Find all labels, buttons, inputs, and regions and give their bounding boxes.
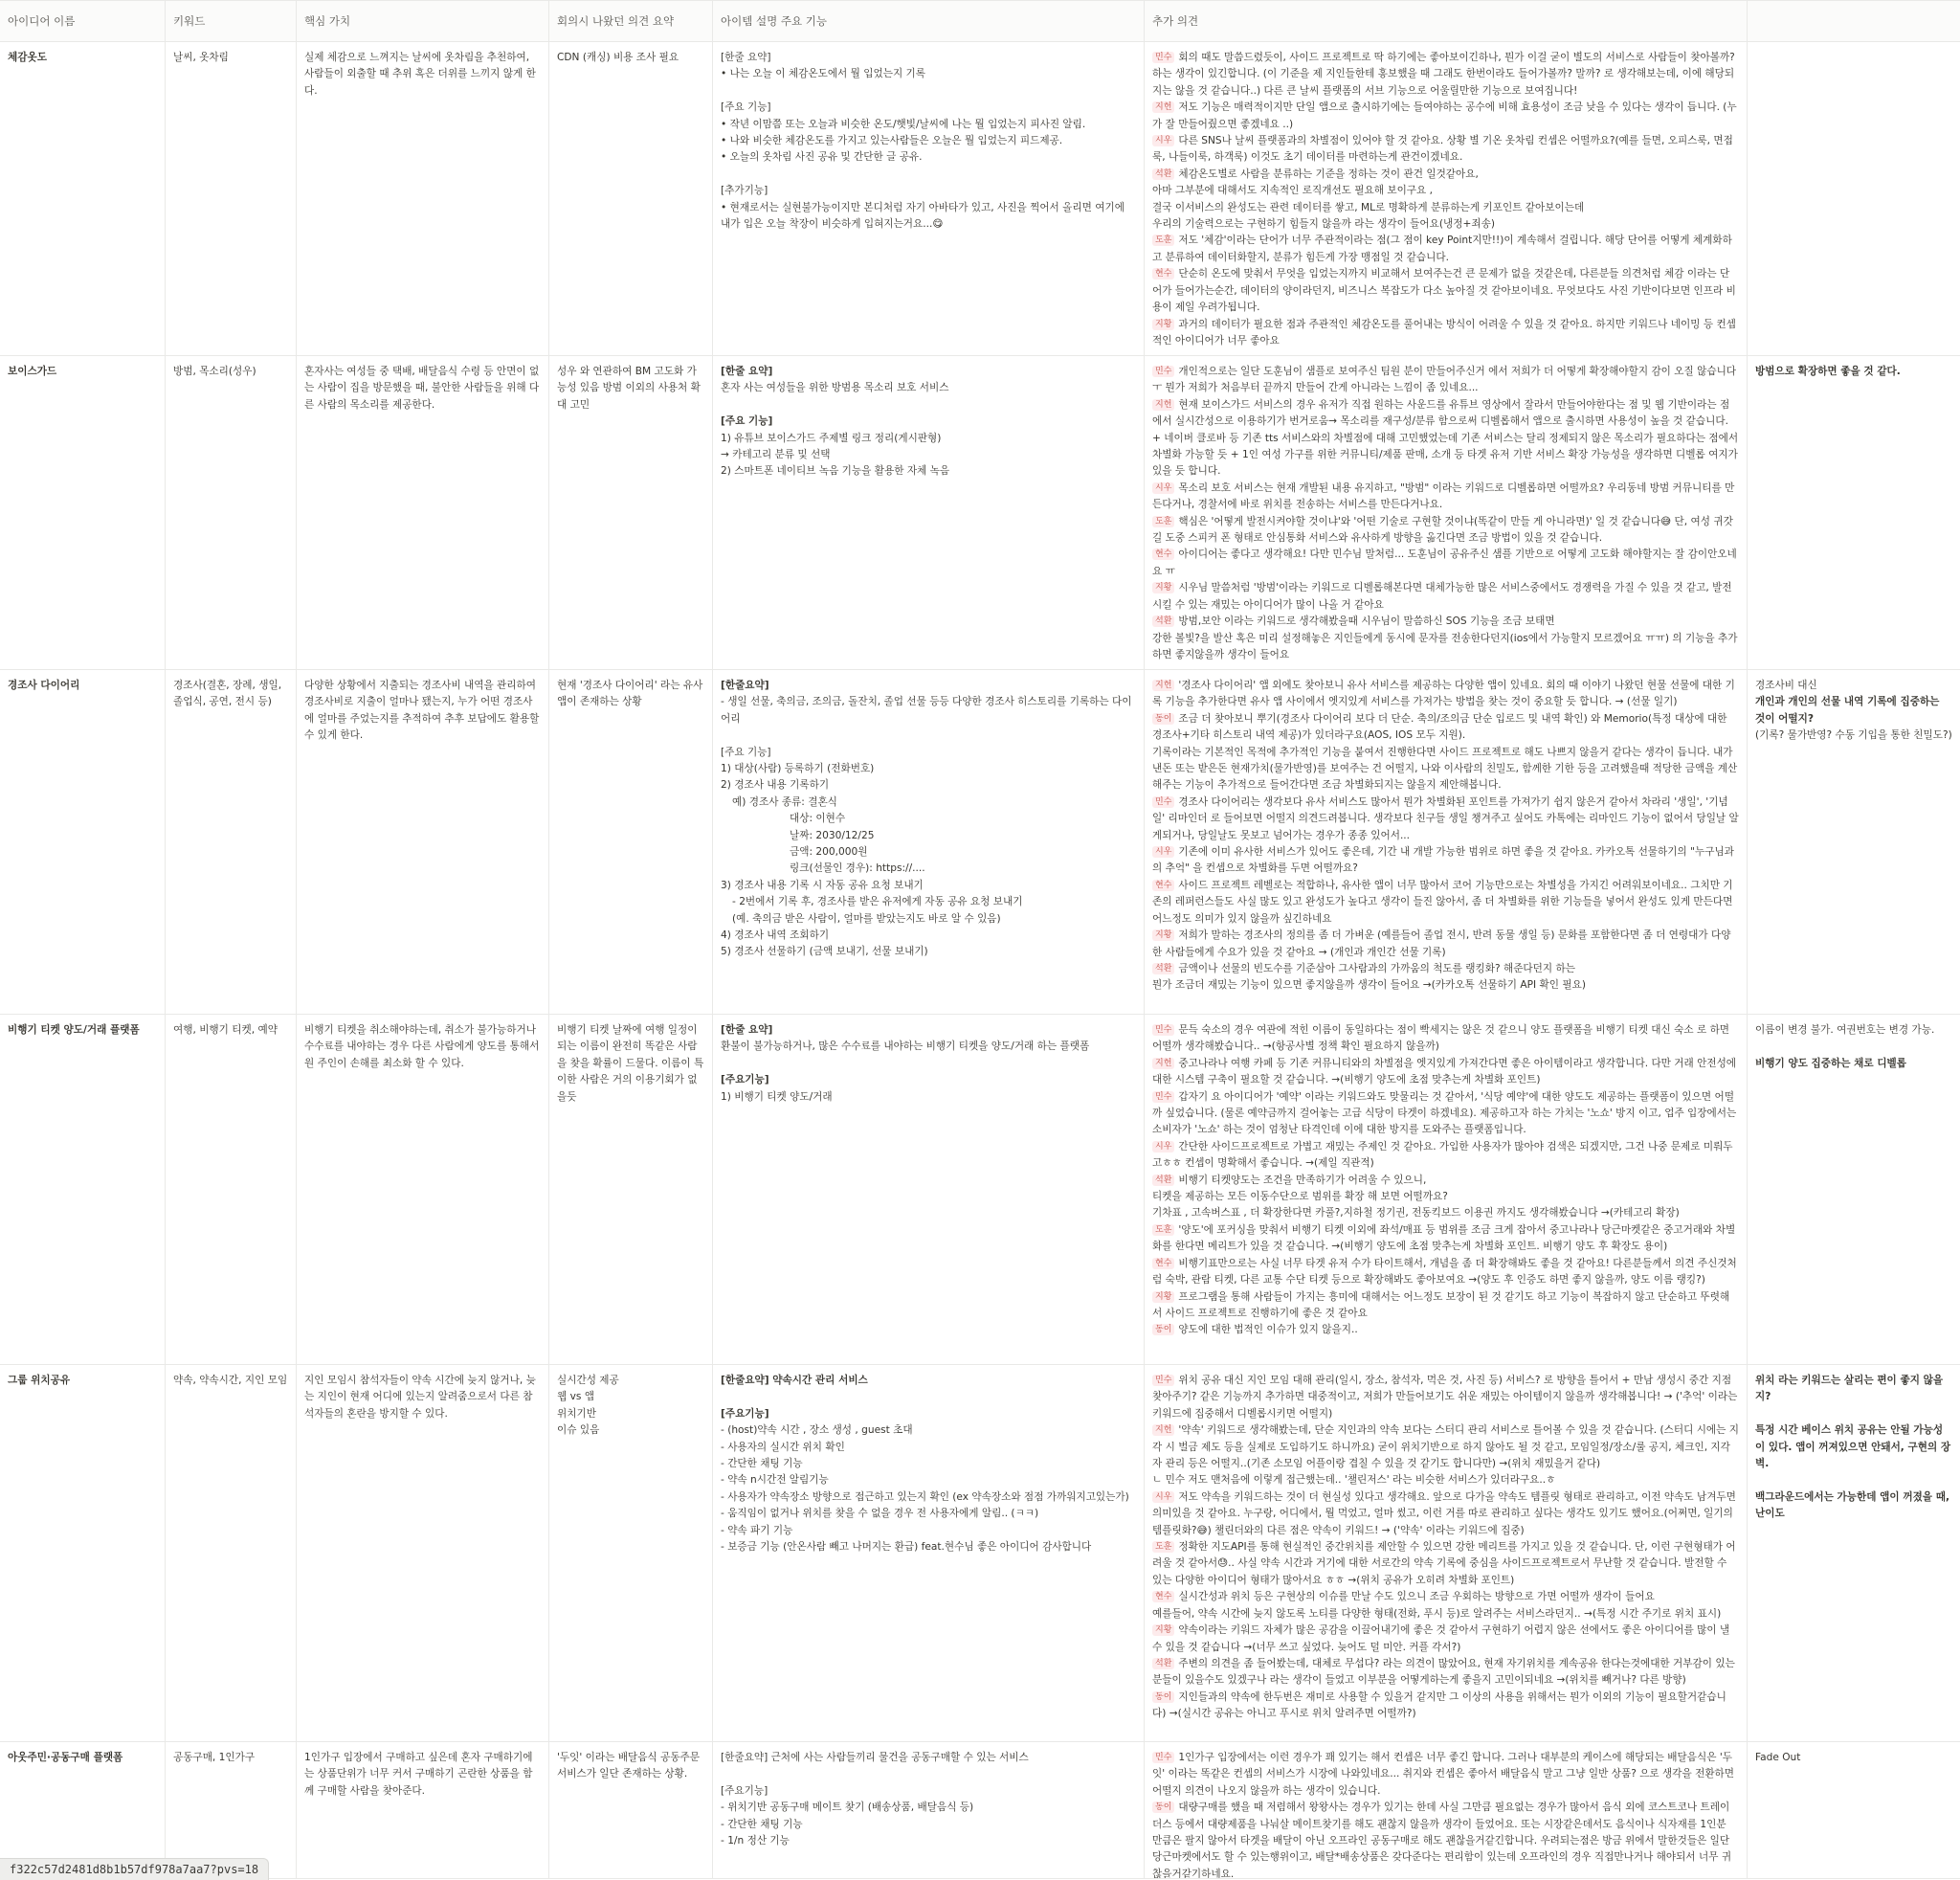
comment-text: 예를들어, 약속 시간에 늦지 않도록 노티를 다양한 형태(전화, 푸시 등)로 알려주는 서비스라던지.. →(특정 시간 주기로 위치 표시) xyxy=(1152,1607,1722,1620)
commenter-mention[interactable]: 동이 xyxy=(1152,1802,1174,1813)
feature-line: - 사용자가 약속장소 방향으로 접근하고 있는지 확인 (ex 약속장소와 점점 가까워지고있는가) xyxy=(721,1490,1129,1503)
status-url-bar: f322c57d2481d8b1b57df978a7aa7?pvs=18 xyxy=(0,1858,269,1880)
core-value-text: 지인 모임시 참석자들이 약속 시간에 늦지 않거나, 늦는 지인이 현재 어디에 있는지 알려줌으로서 다른 참석자들의 혼란을 방지할 수 있다. xyxy=(304,1375,536,1420)
idea-name: 비행기 티켓 양도/거래 플랫폼 xyxy=(8,1024,140,1036)
comment-text: 약속이라는 키워드 자체가 많은 공감을 이끌어내기에 좋은 것 같아서 구현하기 어렵지 않은 선에서도 좋은 아이디어를 많이 낼 수 있을 것 같습니다 →(너무 쓰고 싶었다. 늦어도 덜 미안. 커플 각서?) xyxy=(1152,1624,1730,1653)
feature-line: - 생일 선물, 축의금, 조의금, 돌잔치, 졸업 선물 등등 다양한 경조사 히스토리를 기록하는 다이어리 xyxy=(721,696,1132,725)
comment-text: 중고나라나 여행 카페 등 기존 커뮤니티와의 차별점을 엣지있게 가져간다면 좋은 아이템이라고 생각합니다. 다만 거래 안전성에 대한 시스템 구축이 필요할 것 같습니다. →(비행기 양도에 초점 맞추는게 차별화 포인트) xyxy=(1152,1057,1737,1086)
comment-text: 아마 그부분에 대해서도 지속적인 로직개선도 필요해 보이구요 , xyxy=(1152,185,1434,197)
summary-text: 실시간성 제공 xyxy=(557,1375,619,1386)
comment-line xyxy=(1152,1373,1739,1422)
comment-line xyxy=(1152,1189,1739,1205)
keyword-cell[interactable] xyxy=(166,356,297,669)
comment-line xyxy=(1152,216,1739,233)
extra-cell[interactable] xyxy=(1748,1365,1960,1741)
extra-text: 방범으로 확장하면 좋을 것 같다. xyxy=(1755,366,1901,377)
feature-line: - 위치기반 공동구매 메이트 찾기 (배송상품, 배달음식 등) xyxy=(721,1802,974,1814)
extra-text xyxy=(1755,1406,1952,1422)
meeting-summary-cell[interactable] xyxy=(549,1015,713,1364)
feature-line xyxy=(721,397,1136,414)
commenter-mention[interactable]: 도훈 xyxy=(1152,1224,1174,1236)
commenter-mention[interactable]: 지황 xyxy=(1152,319,1174,330)
commenter-mention[interactable]: 지헌 xyxy=(1152,1058,1174,1069)
feature-line xyxy=(721,167,1136,183)
commenter-mention[interactable]: 현수 xyxy=(1152,1258,1174,1269)
comment-text: 목소리 보호 서비스는 현재 개발된 내용 유지하고, "방범" 이라는 키워드로 디벨롭하면 어떨까요? 우리동네 방범 커뮤니티를 만든다거나, 경찰서에 바로 위치를 전송하는 서비스를 만든다거나요. xyxy=(1152,481,1735,511)
commenter-mention[interactable]: 석환 xyxy=(1152,1175,1174,1186)
feature-line: 1) 유튜브 보이스가드 주제별 링크 정리(게시판형) xyxy=(721,432,942,444)
feature-line: [주요 기능] xyxy=(721,415,773,428)
idea-name-cell[interactable] xyxy=(0,1365,166,1741)
table-row[interactable] xyxy=(0,1742,1960,1879)
feature-line: [주요기능] xyxy=(721,1784,768,1797)
comment-text: 아이디어는 좋다고 생각해요! 다만 민수님 말처럼... 도훈님이 공유주신 샘플 기반으로 어떻게 고도화 해야할지는 잘 감이안오네요 ㅠ xyxy=(1152,548,1737,577)
core-value-text: 비행기 티켓을 취소해야하는데, 취소가 불가능하거나 수수료를 내야하는 경우 다른 사람에게 양도를 통해서 원 주인이 손해를 최소화 할 수 있다. xyxy=(304,1024,540,1069)
comment-line xyxy=(1152,1472,1739,1488)
comments-cell[interactable] xyxy=(1145,1015,1748,1364)
comments-cell[interactable] xyxy=(1145,42,1748,355)
extra-cell[interactable] xyxy=(1748,1015,1960,1364)
table-header-row xyxy=(0,0,1960,42)
feature-line xyxy=(721,1766,1136,1782)
commenter-mention[interactable]: 시우 xyxy=(1152,482,1174,494)
commenter-mention[interactable]: 지황 xyxy=(1152,582,1174,593)
extra-text: 이름이 변경 불가. 여권번호는 변경 가능. xyxy=(1755,1024,1935,1036)
commenter-mention[interactable]: 민수 xyxy=(1152,1752,1174,1763)
features-cell[interactable] xyxy=(713,356,1145,669)
feature-line: [한줄요약] 근처에 사는 사람들끼리 물건을 공동구매할 수 있는 서비스 xyxy=(721,1752,1029,1763)
extra-text: Fade Out xyxy=(1755,1752,1801,1763)
comment-text: 사이드 프로젝트 레벨로는 적합하나, 유사한 앱이 너무 많아서 코어 기능만으로는 차별성을 가지긴 어려워보이네요.. 그치만 기존의 레퍼런스들도 사실 많도 있고 완성도가 높다고 생각이 들진 않아서, 좀 더 차별화를 위한 기능들을 넣어서 완성도 있게 만든다면 어느정도 의미가 있지 않을까 싶긴하네요 xyxy=(1152,879,1733,925)
commenter-mention[interactable]: 동이 xyxy=(1152,1324,1174,1335)
feature-line: 1) 비행기 티켓 양도/거래 xyxy=(721,1090,833,1103)
comment-text: 조금 더 찾아보니 뿌기(경조사 다이어리 보다 더 단순. 축의/조의금 단순 입로드 및 내역 확인) 와 Memorio(특정 대상에 대한 경조사+기타 히스토리 내역 제공)가 있더라구요(AOS, IOS 모두 지원). xyxy=(1152,712,1727,742)
summary-text: 이슈 있음 xyxy=(557,1424,600,1437)
commenter-mention[interactable]: 지황 xyxy=(1152,1624,1174,1636)
feature-line: [한줄 요약] xyxy=(721,52,771,63)
comments-cell[interactable] xyxy=(1145,1365,1748,1741)
feature-line: • 작년 이맘쯤 또는 오늘과 비슷한 온도/햇빛/날씨에 나는 뭘 입었는지 피사진 알림. xyxy=(721,118,1086,130)
features-cell[interactable] xyxy=(713,1365,1145,1741)
commenter-mention[interactable]: 현수 xyxy=(1152,268,1174,280)
comment-line xyxy=(1152,711,1739,745)
commenter-mention[interactable]: 지황 xyxy=(1152,1291,1174,1303)
comment-text: ㄴ 민수 저도 맨처음에 이렇게 접근했는데.. '챌린저스' 라는 비슷한 서비스가 있더라구요..ㅎ xyxy=(1152,1474,1556,1487)
keyword-text: 약속, 약속시간, 지인 모임 xyxy=(173,1375,288,1386)
feature-line: - 보증금 기능 (안온사람 빼고 나머지는 환급) feat.현수님 좋은 아이디어 감사합니다 xyxy=(721,1541,1092,1554)
feature-line: 2) 경조사 내용 기록하기 xyxy=(721,779,830,792)
comment-text: 결국 이서비스의 완성도는 관련 데이터를 쌓고, ML로 명확하게 분류하는게 키포인트 같아보이는데 xyxy=(1152,201,1585,213)
commenter-mention[interactable]: 시우 xyxy=(1152,846,1174,858)
feature-line: (예. 축의금 받은 사람이, 얼마를 받았는지도 바로 알 수 있음) xyxy=(732,912,1001,925)
feature-line: - 1/n 정산 기능 xyxy=(721,1835,790,1847)
table-row[interactable] xyxy=(0,670,1960,1015)
extra-text: 비행기 양도 집중하는 채로 디벨롭 xyxy=(1755,1057,1907,1069)
extra-text: 특정 시간 베이스 위치 공유는 안될 가능성이 있다. 앱이 꺼져있으면 안돼서, 구현의 장벽. xyxy=(1755,1424,1951,1470)
comment-line xyxy=(1152,1022,1739,1056)
comment-line xyxy=(1152,745,1739,795)
commenter-mention[interactable]: 지헌 xyxy=(1152,101,1174,113)
feature-line xyxy=(721,727,1136,744)
extra-text: (기록? 물가반영? 수동 기입을 통한 친밀도?) xyxy=(1755,729,1952,742)
feature-line: [한줄 요약] xyxy=(721,366,773,377)
comment-text: 저도 기능은 매력적이지만 단일 앱으로 출시하기에는 들여야하는 공수에 비해 효용성이 조금 낮을 수 있다는 생각이 듭니다. (누가 잘 만들어줬으면 좋겠네요 ..) xyxy=(1152,101,1737,130)
comment-text: 다른 SNS나 날씨 플랫폼과의 차별점이 있어야 할 것 같아요. 상황 별 기온 옷차림 컨셉은 어떨까요?(예를 들면, 오피스룩, 면접룩, 나들이룩, 하객룩) 이것도 초기 데이터를 마련하는게 관건이겠네요. xyxy=(1152,135,1733,164)
feature-line xyxy=(721,83,1136,100)
feature-line: [주요기능] xyxy=(721,1074,769,1086)
comment-text: 대량구매를 했을 때 저렴해서 왕왕사는 경우가 있기는 한데 사실 그만큼 필요없는 경우가 많아서 음식 외에 코스트코나 트레이더스 등에서 대량제품을 나눠살 메이트찾기를 해도 괜찮지 않을까 생각이 들었어요. 또는 시장같은데서도 음식이나 식자재를 1인분 만큼은 팔지 않아서 타겟을 배달이 아닌 오프라인 공동구매로 해도 괜찮을거같긴합니다. 우려되는점은 방금 위에서 말한것들은 일단 당근마켓에서도 할 수 있는행위이고, 배달*배송상품은 갖다준다는 편리함이 있는데 오프라인의 경우 직접만나거나 해야되서 너무 귀찮을거같기하네요. xyxy=(1152,1802,1732,1878)
feature-line: 대상: 이현수 xyxy=(790,813,846,825)
idea-name: 아웃주민·공동구매 플랫폼 xyxy=(8,1752,123,1763)
comment-text: 간단한 사이드프로젝트로 가볍고 재밌는 주제인 것 같아요. 가입한 사용자가 많아야 검색은 되겠지만, 그건 나중 문제로 미뤄두고ㅎㅎ 컨셉이 명확해서 좋습니다. →(제일 직관적) xyxy=(1152,1140,1733,1170)
comment-text: 개인적으로는 일단 도훈님이 샘플로 보여주신 팀원 분이 만들어주신거 에서 저희가 더 어떻게 확장해야할지 감이 오질 않습니다 ㅜ 뭔가 저희가 처음부터 끝까지 만들어 간게 아니라는 느낌이 좀 있네요... xyxy=(1152,366,1737,394)
feature-line: → 카테고리 분류 및 선택 xyxy=(721,449,831,461)
summary-text: 비행기 티켓 날짜에 여행 일정이 되는 이름이 완전히 똑같은 사람을 찾을 확률이 드물다. 이름이 특이한 사람은 거의 이용기회가 없을듯 xyxy=(557,1024,704,1103)
comments-cell[interactable] xyxy=(1145,670,1748,1014)
feature-line: [한줄 요약] xyxy=(721,1024,773,1036)
keyword-text: 경조사(결혼, 장례, 생일, 졸업식, 공연, 전시 등) xyxy=(173,680,282,708)
comment-line xyxy=(1152,961,1739,977)
column-header-meeting-summary[interactable]: 회의시 나왔던 의견 요약 xyxy=(549,1,713,41)
extra-text: 난이도 xyxy=(1755,1508,1785,1520)
core-value-cell[interactable] xyxy=(297,1015,549,1364)
feature-line: [추가기능] xyxy=(721,185,768,197)
comment-line xyxy=(1152,200,1739,216)
feature-line: 날짜: 2030/12/25 xyxy=(790,829,875,841)
comment-line xyxy=(1152,100,1739,133)
summary-text: '두잇' 이라는 배달음식 공동주문 서비스가 일단 존재하는 상황. xyxy=(557,1752,700,1780)
commenter-mention[interactable]: 석환 xyxy=(1152,963,1174,974)
feature-line: • 오늘의 옷차림 사진 공유 및 간단한 글 공유. xyxy=(721,151,923,164)
commenter-mention[interactable]: 시우 xyxy=(1152,1141,1174,1153)
core-value-cell[interactable] xyxy=(297,42,549,355)
commenter-mention[interactable]: 동이 xyxy=(1152,713,1174,725)
feature-line: 3) 경조사 내용 기록 시 자동 공유 요청 보내기 xyxy=(721,879,924,891)
keyword-text: 방범, 목소리(성우) xyxy=(173,366,256,377)
comment-text: 문득 숙소의 경우 여관에 적힌 이름이 동일하다는 점이 빡세지는 않은 것 같으니 양도 플랫폼을 비행기 티켓 대신 숙소 로 하면 어떨까 생각해봤습니다.. →(항공사별 정책 확인 필요하지 않을까) xyxy=(1152,1024,1730,1053)
comment-text: 저도 약속을 키워드하는 것이 더 현실성 있다고 생각해요. 앞으로 다가올 약속도 템플릿 형태로 관리하고, 이전 약속도 남겨두면 의미있을 것 같아요. 누구랑, 어디에서, 뭘 먹었고, 얼마 썼고, 이런 거를 따로 관리하고 싶다는 생각도 있기도 했어요.(어쩌면, 일기의 템플릿화?😅) 챌린더와의 다른 점은 약속이 키워드! → ('약속' 이라는 키워드에 집중) xyxy=(1152,1490,1736,1536)
comment-line xyxy=(1152,167,1739,183)
idea-name: 체감옷도 xyxy=(8,52,47,63)
extra-cell[interactable] xyxy=(1748,670,1960,1014)
comment-line xyxy=(1152,631,1739,664)
comment-line xyxy=(1152,1539,1739,1589)
comment-text: 경조사 다이어리는 생각보다 유사 서비스도 많아서 뭔가 차별화된 포인트를 가져가기 쉽지 않은거 같아서 차라리 '생일', '기념일' 리마인더 로 들어보면 어떨지 의견드려봅니다. 생각보다 친구들 생일 챙겨주고 싶어도 카톡에는 리마인드 기능이 없어서 당일날 알게되거나, 당일날도 못보고 넘어가는 경우가 종종 있어서... xyxy=(1152,795,1739,841)
feature-line: [한줄요약] 약속시간 관리 서비스 xyxy=(721,1375,868,1386)
comment-line xyxy=(1152,133,1739,167)
keyword-cell[interactable] xyxy=(166,670,297,1014)
comment-text: 실시간성과 위치 등은 구현상의 이슈를 만날 수도 있으니 조금 우회하는 방향으로 가면 어떨까 생각이 들어요 xyxy=(1178,1591,1655,1603)
comment-text: '경조사 다이어리' 앱 외에도 찾아보니 유사 서비스를 제공하는 다양한 앱이 있네요. 회의 때 이야기 나왔던 현물 선물에 대한 기록 기능을 추가한다면 유사 앱 사이에서 엣지있게 서비스를 가져가는 방법을 찾는 것이 중요할 듯 합니다. → (선물 일기) xyxy=(1152,680,1735,708)
summary-text: 위치기반 xyxy=(557,1407,596,1420)
commenter-mention[interactable]: 석환 xyxy=(1152,1658,1174,1669)
comment-text: 금액이나 선물의 빈도수를 기준삼아 그사람과의 가까움의 척도를 랭킹화? 해준다던지 하는 xyxy=(1178,962,1575,974)
summary-text: 현재 '경조사 다이어리' 라는 유사 앱이 존재하는 상황 xyxy=(557,680,703,708)
summary-text: CDN (캐싱) 비용 조사 필요 xyxy=(557,52,679,63)
extra-text: 개인과 개인의 선물 내역 기록에 집중하는 것이 어떨지? xyxy=(1755,696,1940,725)
extra-text: 위치 라는 키워드는 살리는 편이 좋지 않을지? xyxy=(1755,1375,1944,1403)
idea-name-cell[interactable] xyxy=(0,42,166,355)
core-value-cell[interactable] xyxy=(297,1365,549,1741)
idea-name: 경조사 다이어리 xyxy=(8,680,80,691)
comment-line xyxy=(1152,50,1739,100)
comment-line xyxy=(1152,1139,1739,1173)
comment-line xyxy=(1152,1489,1739,1539)
comment-text: 주변의 의견을 좀 들어봤는데, 대체로 무섭다? 라는 의견이 많았어요, 현재 자기위치를 계속공유 한다는것에대한 거부감이 있는분들이 있을수도 있겠구나 라는 생각이 들었고 이부분을 어떻게하는게 좋을지 고민이되네요 →(위치를 빼거나? 다른 방향) xyxy=(1152,1657,1735,1687)
table-row[interactable] xyxy=(0,42,1960,356)
column-header-extra[interactable] xyxy=(1748,1,1960,41)
commenter-mention[interactable]: 시우 xyxy=(1152,135,1174,146)
column-header-core-value[interactable]: 핵심 가치 xyxy=(297,1,549,41)
feature-line: - 사용자의 실시간 위치 확인 xyxy=(721,1441,845,1453)
core-value-text: 다양한 상황에서 지출되는 경조사비 내역을 관리하여 경조사비로 지출이 얼마나 됐는지, 누가 어떤 경조사에 얼마를 주었는지를 추적하여 추후 보답에도 활용할 수 있게 한다. xyxy=(304,680,540,742)
feature-line: [한줄요약] xyxy=(721,680,769,691)
comment-text: 지인들과의 약속에 한두번은 재미로 사용할 수 있을거 같지만 그 이상의 사용을 위해서는 뭔가 이외의 기능이 필요할거같습니다) →(실시간 공유는 아니고 푸시로 위치 알려주면 어떨까?) xyxy=(1152,1690,1726,1720)
idea-name-cell[interactable] xyxy=(0,1015,166,1364)
comment-line xyxy=(1152,547,1739,580)
comment-text: 기존에 이미 유사한 서비스가 있어도 좋은데, 기간 내 개발 가능한 범위로 하면 좋을 것 같아요. 카카오톡 선물하기의 "누구님과의 추억" 을 컨셉으로 차별화를 두면 어떨까요? xyxy=(1152,846,1734,875)
commenter-mention[interactable]: 도훈 xyxy=(1152,516,1174,527)
feature-line: - 약속 파기 기능 xyxy=(721,1524,793,1536)
core-value-text: 1인가구 입장에서 구매하고 싶은데 혼자 구매하기에는 상품단위가 너무 커서 구매하기 곤란한 상품을 함께 구매할 사람을 찾아준다. xyxy=(304,1752,533,1797)
comment-text: 기차표 , 고속버스표 , 더 확장한다면 카풀?,지하철 정기권, 전동킥보드 이용권 까지도 생각해봤습니다 →(카테고리 확장) xyxy=(1152,1207,1680,1220)
comment-line xyxy=(1152,614,1739,630)
commenter-mention[interactable]: 민수 xyxy=(1152,1091,1174,1103)
comment-line xyxy=(1152,514,1739,548)
commenter-mention[interactable]: 지헌 xyxy=(1152,680,1174,691)
feature-line: 5) 경조사 선물하기 (금액 보내기, 선물 보내기) xyxy=(721,946,928,958)
comment-line xyxy=(1152,1289,1739,1323)
feature-line: 환불이 불가능하거나, 많은 수수료를 내야하는 비행기 티켓을 양도/거래 하는 플랫폼 xyxy=(721,1041,1090,1053)
feature-line: - 간단한 채팅 기능 xyxy=(721,1458,803,1470)
comment-line xyxy=(1152,364,1739,397)
comment-line xyxy=(1152,1422,1739,1472)
comment-text: 핵심은 '어떻게 발전시켜야할 것이냐'와 '어떤 기술로 구현할 것이냐(똑같이 만들 게 아니라면)' 일 것 같습니다😅 단, 여성 귀갓길 도중 스피커 폰 형태로 안심통화 서비스와 유사하게 방향을 옮긴다면 조금 방법이 있을 것 같습니다. xyxy=(1152,515,1733,545)
feature-line: 혼자 사는 여성들을 위한 방범용 목소리 보호 서비스 xyxy=(721,382,949,394)
comment-line xyxy=(1152,678,1739,711)
feature-line: • 나와 비슷한 체감온도를 가지고 있는사람들은 오늘은 뭘 입었는지 피드제공. xyxy=(721,135,1063,147)
comments-cell[interactable] xyxy=(1145,356,1748,669)
keyword-text: 여행, 비행기 티켓, 예약 xyxy=(173,1024,278,1036)
feature-line: 4) 경조사 내역 조회하기 xyxy=(721,929,830,942)
table-row[interactable] xyxy=(0,356,1960,670)
commenter-mention[interactable]: 현수 xyxy=(1152,1591,1174,1602)
features-cell[interactable] xyxy=(713,670,1145,1014)
comment-line xyxy=(1152,397,1739,481)
keyword-cell[interactable] xyxy=(166,1365,297,1741)
commenter-mention[interactable]: 동이 xyxy=(1152,1691,1174,1703)
commenter-mention[interactable]: 석환 xyxy=(1152,168,1174,180)
comment-line xyxy=(1152,1750,1739,1800)
comment-line xyxy=(1152,1089,1739,1139)
commenter-mention[interactable]: 민수 xyxy=(1152,52,1174,63)
commenter-mention[interactable]: 현수 xyxy=(1152,548,1174,560)
features-cell[interactable] xyxy=(713,42,1145,355)
comment-text: 과거의 데이터가 필요한 점과 주관적인 체감온도를 풀어내는 방식이 어려울 수 있을 것 같아요. 하지만 키워드나 네이밍 등 컨셉적인 아이디어가 너무 좋아요 xyxy=(1152,318,1736,347)
column-header-features[interactable]: 아이템 설명 주요 기능 xyxy=(713,1,1145,41)
comment-text: 저도 '체감'이라는 단어가 너무 주관적이라는 점(그 점이 key Point지만!!)이 계속해서 걸립니다. 해당 단어를 어떻게 체계화하고 분류하여 데이터화할지, 분류가 힘든게 가장 맹점일 것 같습니다. xyxy=(1152,235,1732,263)
idea-name-cell[interactable] xyxy=(0,356,166,669)
comment-line xyxy=(1152,928,1739,961)
comment-text: 티켓을 제공하는 모든 이동수단으로 범위를 확장 해 보면 어떨까요? xyxy=(1152,1191,1448,1203)
feature-line: - 2번에서 기록 후, 경조사를 받은 유저에게 자동 공유 요청 보내기 xyxy=(732,896,1023,908)
meeting-summary-cell[interactable] xyxy=(549,1742,713,1878)
comment-line xyxy=(1152,1623,1739,1656)
idea-name: 그룹 위치공유 xyxy=(8,1375,71,1386)
feature-line: 링크(선물인 경우): https://.... xyxy=(790,862,925,875)
commenter-mention[interactable]: 지황 xyxy=(1152,929,1174,941)
comment-text: 프로그램을 통해 사람들이 가지는 흥미에 대해서는 어느정도 보장이 된 것 같기도 하고 기능이 복잡하지 않고 단순하고 뚜렷해서 사이드 프로젝트로 진행하기에 좋은 것 같아요 xyxy=(1152,1290,1730,1319)
comment-text: 회의 때도 말씀드렸듯이, 사이드 프로젝트로 딱 하기에는 좋아보이긴하나, 뭔가 이걸 굳이 별도의 서비스로 사람들이 찾아볼까? 하는 생각이 있긴합니다. (이 기준을 제 지인들한테 홍보했을 때 그래도 한번이라도 들어가볼까? 말까? 로 생각해보는데, 이에 해당되지는 않을 것 같습니다..) 다른 큰 날씨 플랫폼의 서브 기능으로 어울릴만한 기능으로 보여집니다! xyxy=(1152,52,1735,97)
comment-line xyxy=(1152,1056,1739,1089)
feature-line: 예) 경조사 종류: 결혼식 xyxy=(732,795,837,808)
feature-line: 1) 대상(사람) 등록하기 (전화번호) xyxy=(721,763,875,775)
comment-text: 현재 보이스가드 서비스의 경우 유저가 직접 원하는 사운드를 유튜브 영상에서 잘라서 만들어야한다는 점 및 웹 기반이라는 점에서 실시간성으로 이용하기가 번거로움→ 목소리를 재구성/분류 함으로써 디벨롭해서 앱으로 출시하면 사용성이 높을 것 같습니다. + 네이버 클로바 등 기존 tts 서비스와의 차별점에 대해 고민했었는데 기존 서비스는 달리 정제되지 않은 목소리가 필요하다는 점에서 차별화 가능할 듯 + 1인 여성 가구를 위한 커뮤니티/제품 판매, 소개 등 타겟 유저 기반 서비스 확장 가능성을 생각하면 디벨롭 여지가 있을 듯 합니다. xyxy=(1152,398,1739,478)
meeting-summary-cell[interactable] xyxy=(549,356,713,669)
features-cell[interactable] xyxy=(713,1742,1145,1878)
column-header-idea-name[interactable]: 아이디어 이름 xyxy=(0,1,166,41)
comment-line xyxy=(1152,795,1739,844)
comment-text: 방범,보안 이라는 키워드로 생각해봤을때 시우님이 말씀하신 SOS 기능을 조금 보태면 xyxy=(1178,615,1555,628)
keyword-cell[interactable] xyxy=(166,42,297,355)
feature-line: - 움직임이 없거나 위치를 찾을 수 없을 경우 전 사용자에게 알림.. (ㅋㅋ) xyxy=(721,1508,1039,1520)
table-row[interactable] xyxy=(0,1365,1960,1742)
comment-line xyxy=(1152,1800,1739,1878)
comment-text: 비행기표만으로는 사실 너무 타겟 유저 수가 타이트해서, 개념을 좀 더 확장해봐도 좋을 것 같아요! 다른분들께서 의견 주신것처럼 숙박, 관람 티켓, 다른 교통 수단 티켓 등으로 확장해봐도 좋아보여요 →(양도 후 인증도 하면 좋지 않을까, 양도 이름 랭킹?) xyxy=(1152,1257,1737,1287)
commenter-mention[interactable]: 민수 xyxy=(1152,1024,1174,1036)
commenter-mention[interactable]: 석환 xyxy=(1152,615,1174,627)
meeting-summary-cell[interactable] xyxy=(549,670,713,1014)
comment-line xyxy=(1152,1656,1739,1690)
commenter-mention[interactable]: 민수 xyxy=(1152,796,1174,808)
feature-line: • 나는 오늘 이 체감온도에서 뭘 입었는지 기록 xyxy=(721,68,926,80)
commenter-mention[interactable]: 현수 xyxy=(1152,880,1174,891)
comment-text: 체감온도별로 사람을 분류하는 기준을 정하는 것이 관건 일것같아요, xyxy=(1178,168,1479,180)
feature-line: 2) 스마트폰 네이티브 녹음 기능을 활용한 자체 녹음 xyxy=(721,465,950,478)
feature-line: 금액: 200,000원 xyxy=(790,846,868,859)
extra-text: 경조사비 대신 xyxy=(1755,680,1817,691)
feature-line: [주요 기능] xyxy=(721,101,771,114)
core-value-text: 혼자사는 여성들 중 택배, 배달음식 수령 등 안면이 없는 사람이 집을 방문했을 때, 불안한 사람들을 위해 다른 사람의 목소리를 제공한다. xyxy=(304,366,540,411)
commenter-mention[interactable]: 시우 xyxy=(1152,1491,1174,1503)
commenter-mention[interactable]: 민수 xyxy=(1152,1375,1174,1386)
summary-text: 성우 와 연관하여 BM 고도화 가능성 있음 방범 이외의 사용처 확대 고민 xyxy=(557,366,701,411)
commenter-mention[interactable]: 지헌 xyxy=(1152,1424,1174,1436)
comment-text: 단순히 온도에 맞춰서 무엇을 입었는지까지 비교해서 보여주는건 큰 문제가 없을 것같은데, 다른분들 의견처럼 체감 이라는 단어가 들어가는순간, 데이터의 양이라던지, 비즈니스 복잡도가 다소 높아질 것 같아보이네요. 무엇보다도 사진 기반이다보면 인프라 비용이 제일 우려가됩니다. xyxy=(1152,268,1736,314)
comment-text: 시우님 말씀처럼 '방범'이라는 키워드로 디벨롭해본다면 대체가능한 많은 서비스중에서도 경쟁력을 가질 수 있을 것 같고, 발전 시킬 수 있는 재밌는 아이디어가 많이 나올 거 같아요 xyxy=(1152,582,1732,611)
core-value-cell[interactable] xyxy=(297,356,549,669)
table-row[interactable] xyxy=(0,1015,1960,1365)
feature-line: [주요기능] xyxy=(721,1407,769,1420)
core-value-text: 실제 체감으로 느껴지는 날씨에 옷차림을 추천하여, 사람들이 외출할 때 추위 혹은 더위를 느끼지 않게 한다. xyxy=(304,52,536,97)
comment-line xyxy=(1152,233,1739,266)
feature-line: - 간단한 채팅 기능 xyxy=(721,1818,803,1830)
comment-line xyxy=(1152,878,1739,928)
comment-text: '약속' 키워드로 생각해봤는데, 단순 지인과의 약속 보다는 스터디 관리 서비스로 틀어볼 수 있을 것 같습니다. (스터디 시에는 지각 시 벌금 제도 등을 실제로 도입하기도 하니까요) 굳이 위치기반으로 하지 않아도 될 것 같고, 모임일정/장소/룰 공지, 체크인, 지각자 관리 등은 어떨지..(기존 소모임 어플이랑 겹칠 수 있을 것 같기도 합니다만) →(위치 재밌을거 같다) xyxy=(1152,1424,1740,1470)
comment-text: 갑자기 요 아이디어가 '예약' 이라는 키워드와도 맞물리는 것 같아서, '식당 예약'에 대한 양도도 제공하는 플랫폼이 있으면 어떨까 싶었습니다. (물론 예약금까지 걸어놓는 고급 식당이 타겟이 하겠네요). 제공하고자 하는 가치는 '노쇼' 방지 이고, 업주 입장에서는 소비자가 '노쇼' 하는 것이 엄청난 타격인데 이에 대한 방지를 도와주는 플랫폼입니다. xyxy=(1152,1090,1737,1136)
comment-text: 뭔가 조금더 재밌는 기능이 있으면 좋지않을까 생각이 들어요 →(카카오톡 선물하기 API 확인 필요) xyxy=(1152,979,1586,992)
comment-line xyxy=(1152,481,1739,514)
extra-text: 백그라운드에서는 가능한데 앱이 꺼졌을 때, xyxy=(1755,1490,1949,1503)
extra-cell[interactable] xyxy=(1748,1742,1960,1878)
column-header-extra-comments[interactable]: 추가 의견 xyxy=(1145,1,1748,41)
comment-text: 정확한 지도API를 통해 현실적인 중간위치를 제안할 수 있으면 강한 메리트를 가지고 있을 것 같습니다. 단, 이런 구현형태가 어려울 것 같아서😓.. 사실 약속 시간과 거기에 대한 서로간의 약속 기록에 중심을 사이드프로젝트로서 무난할 것 같습니다. 발전할 수 있는 다양한 아이디어 형태가 많아서요 ㅎㅎ →(위치 공유가 오히려 차별화 포인트) xyxy=(1152,1541,1736,1586)
core-value-cell[interactable] xyxy=(297,670,549,1014)
comment-text: 강한 볼빛?을 발산 혹은 미리 설정해놓은 지인들에게 동시에 문자를 전송한다던지(ios에서 가능할지 모르겠어요 ㅠㅠ) 의 기능을 추가하면 좋지않을까 생각이 들어요 xyxy=(1152,632,1738,660)
feature-line: - 약속 n시간전 알림기능 xyxy=(721,1474,829,1487)
comment-text: 양도에 대한 법적인 이슈가 있지 않을지.. xyxy=(1178,1324,1358,1336)
comment-line xyxy=(1152,977,1739,994)
comment-line xyxy=(1152,317,1739,350)
meeting-summary-cell[interactable] xyxy=(549,42,713,355)
feature-line xyxy=(721,1389,1136,1405)
feature-line: • 현재로서는 실현불가능이지만 본디처럼 자기 아바타가 있고, 사진을 찍어서 올리면 여기에 내가 입은 오늘 착장이 비슷하게 입혀지는거요...😋 xyxy=(721,201,1125,231)
comment-line xyxy=(1152,1606,1739,1623)
comment-line xyxy=(1152,1690,1739,1723)
comment-text: 위치 공유 대신 지인 모임 대해 관리(일시, 장소, 참석자, 먹은 것, 사진 등) 서비스? 로 방향을 틀어서 + 만남 생성시 중간 지점 찾아주기? 같은 기능까지 추가하면 대중적이고, 저희가 만들어보기도 쉬운 재밌는 아이템이지 않을까 생각해봅니다! → ('추억' 이라는 키워드에 집중해서 디벨롭시키면 어떨지) xyxy=(1152,1375,1738,1420)
comment-line xyxy=(1152,183,1739,199)
column-header-keyword[interactable]: 키워드 xyxy=(166,1,297,41)
comment-text: 기록이라는 기본적인 목적에 추가적인 기능을 붙여서 진행한다면 사이드 프로젝트로 해도 나쁘지 않을거 같다는 생각이 듭니다. 내가 낸돈 또는 받은돈 현재가치(물가반영)를 보여주는 건 어떨지, 나와 이사람의 친밀도, 함께한 기한 등을 고려했을때 적당한 금액을 계산해주는 기능이 추가적으로 들어간다면 조금 차별화되지는 않을지 제안해봅니다. xyxy=(1152,746,1738,792)
comment-line xyxy=(1152,1589,1739,1605)
comment-line xyxy=(1152,266,1739,316)
extra-text xyxy=(1755,1472,1952,1488)
extra-text xyxy=(1755,1039,1952,1055)
comment-line xyxy=(1152,1205,1739,1221)
comment-text: 1인가구 입장에서는 이런 경우가 꽤 있기는 해서 컨셉은 너무 좋긴 합니다. 그러나 대부분의 케이스에 해당되는 배달음식은 '두잇' 이라는 똑같은 컨셉의 서비스가 시장에 나와있네요... 취지와 컨셉은 좋아서 배달음식 말고 그냥 일반 상품? 으로 생각을 전환하면 어떨지 의견이 나오지 않을까 하는 생각이 있습니다. xyxy=(1152,1752,1735,1797)
comment-line xyxy=(1152,1256,1739,1289)
comment-text: 비행기 티켓양도는 조건을 만족하기가 어려울 수 있으니, xyxy=(1178,1174,1427,1186)
idea-name: 보이스가드 xyxy=(8,366,57,377)
feature-line: [주요 기능] xyxy=(721,746,771,758)
features-cell[interactable] xyxy=(713,1015,1145,1364)
feature-line: - (host)약속 시간 , 장소 생성 , guest 초대 xyxy=(721,1424,913,1437)
comment-line xyxy=(1152,1322,1739,1338)
commenter-mention[interactable]: 민수 xyxy=(1152,366,1174,377)
meeting-summary-cell[interactable] xyxy=(549,1365,713,1741)
keyword-text: 공동구매, 1인가구 xyxy=(173,1752,256,1763)
commenter-mention[interactable]: 도훈 xyxy=(1152,235,1174,246)
comment-line xyxy=(1152,580,1739,614)
comment-line xyxy=(1152,1173,1739,1189)
comment-line xyxy=(1152,844,1739,878)
comment-line xyxy=(1152,1222,1739,1256)
idea-name-cell[interactable] xyxy=(0,670,166,1014)
keyword-text: 날씨, 옷차림 xyxy=(173,52,229,63)
commenter-mention[interactable]: 도훈 xyxy=(1152,1541,1174,1553)
comments-cell[interactable] xyxy=(1145,1742,1748,1878)
commenter-mention[interactable]: 지헌 xyxy=(1152,399,1174,411)
extra-cell[interactable] xyxy=(1748,356,1960,669)
keyword-cell[interactable] xyxy=(166,1015,297,1364)
comment-text: 저희가 말하는 경조사의 정의를 좀 더 가벼운 (예를들어 졸업 전시, 반려 동물 생일 등) 문화를 포함한다면 좀 더 연령대가 다양한 사람들에게 수요가 있을 것 같아요 → (개인과 개인간 선물 기록) xyxy=(1152,929,1731,958)
extra-cell[interactable] xyxy=(1748,42,1960,355)
core-value-cell[interactable] xyxy=(297,1742,549,1878)
comment-text: '양도'에 포커싱을 맞춰서 비행기 티켓 이외에 좌석/매표 등 범위를 조금 크게 잡아서 중고나라나 당근마켓같은 중고거래와 차별화를 한다면 메리트가 있을 것 같습니다. →(비행기 양도에 초점 맞추는게 차별화 포인트. 비행기 양도 후 확장도 용이) xyxy=(1152,1223,1736,1253)
comment-text: 우리의 기술력으로는 구현하기 힘들지 않을까 라는 생각이 들어요(냉정+죄송) xyxy=(1152,218,1495,231)
summary-text: 웹 vs 앱 xyxy=(557,1391,594,1403)
feature-line xyxy=(721,1056,1136,1072)
